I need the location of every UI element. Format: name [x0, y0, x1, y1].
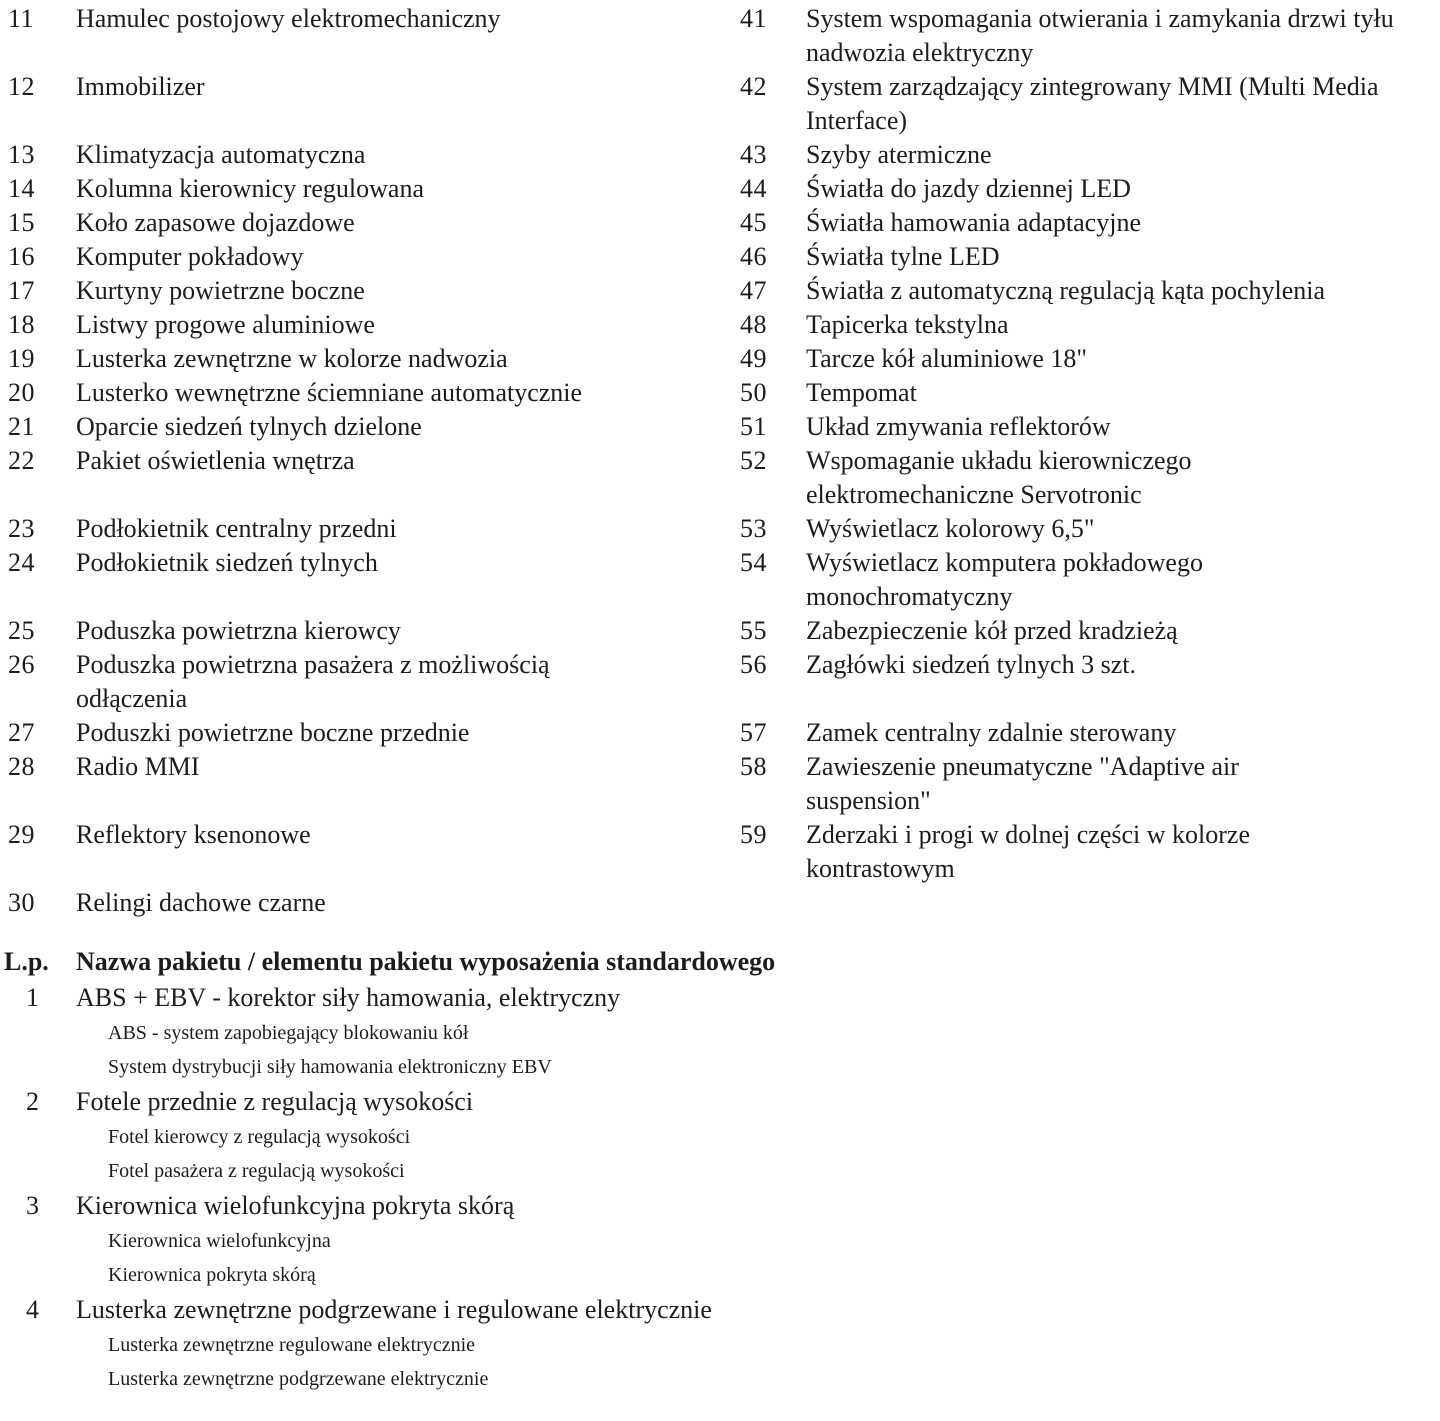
item-number: 46: [740, 242, 767, 271]
list-item: [8, 614, 728, 648]
item-text: Kolumna kierownicy regulowana: [76, 174, 425, 203]
item-number: 24: [8, 548, 35, 577]
package-name: ABS + EBV - korektor siły hamowania, elektryczny: [76, 983, 621, 1012]
list-item: [740, 138, 1435, 172]
package-number: 1: [26, 983, 39, 1012]
section-header: [4, 944, 1004, 980]
package-subitem: Lusterka zewnętrzne podgrzewane elektrycznie: [108, 1368, 489, 1390]
item-text: Koło zapasowe dojazdowe: [76, 208, 355, 237]
item-text: Światła hamowania adaptacyjne: [806, 208, 1141, 237]
item-text: Klimatyzacja automatyczna: [76, 140, 366, 169]
list-item: [8, 818, 728, 852]
item-text: Komputer pokładowy: [76, 242, 304, 271]
list-item: [740, 308, 1435, 342]
list-item: [8, 648, 648, 716]
item-text: Zamek centralny zdalnie sterowany: [806, 718, 1177, 747]
list-item: [740, 342, 1435, 376]
list-item: [8, 240, 728, 274]
package-subitem: System dystrybucji siły hamowania elektroniczny EBV: [108, 1056, 552, 1078]
package-number: 3: [26, 1191, 39, 1220]
item-text: Podłokietnik centralny przedni: [76, 514, 397, 543]
list-item: [8, 308, 728, 342]
item-number: 59: [740, 820, 767, 849]
item-number: 23: [8, 514, 35, 543]
item-number: 48: [740, 310, 767, 339]
item-number: 25: [8, 616, 35, 645]
list-item: [740, 70, 1435, 138]
item-text: Poduszka powietrzna kierowcy: [76, 616, 401, 645]
item-number: 42: [740, 72, 767, 101]
header-number-label: L.p.: [4, 947, 49, 976]
item-number: 53: [740, 514, 767, 543]
item-text: Światła z automatyczną regulacją kąta pochylenia: [806, 276, 1326, 305]
item-number: 45: [740, 208, 767, 237]
item-text: System zarządzający zintegrowany MMI (Multi Media Interface): [806, 72, 1379, 135]
item-text: Światła tylne LED: [806, 242, 1000, 271]
item-number: 20: [8, 378, 35, 407]
package-subitem: Kierownica wielofunkcyjna: [108, 1230, 331, 1252]
equipment-list-right: [740, 2, 1435, 886]
list-item: [740, 614, 1435, 648]
item-number: 57: [740, 718, 767, 747]
item-text: Hamulec postojowy elektromechaniczny: [76, 4, 501, 33]
list-item: [8, 70, 728, 104]
item-number: 52: [740, 446, 767, 475]
header-title: Nazwa pakietu / elementu pakietu wyposażenia standardowego: [76, 947, 776, 976]
list-item: [8, 138, 728, 172]
item-number: 27: [8, 718, 35, 747]
list-item: [740, 240, 1435, 274]
package-number: 4: [26, 1295, 39, 1324]
package-name: Kierownica wielofunkcyjna pokryta skórą: [76, 1191, 515, 1220]
package-row: [4, 1084, 1004, 1120]
list-item: [740, 648, 1435, 682]
item-text: Zawieszenie pneumatyczne "Adaptive air suspension": [806, 752, 1239, 815]
package-subitem: Fotel pasażera z regulacją wysokości: [108, 1160, 405, 1182]
item-number: 50: [740, 378, 767, 407]
item-number: 22: [8, 446, 35, 475]
item-text: Reflektory ksenonowe: [76, 820, 311, 849]
list-item: [8, 2, 728, 36]
item-number: 14: [8, 174, 35, 203]
equipment-list-left: [8, 2, 728, 920]
list-item: [740, 410, 1435, 444]
item-text: Relingi dachowe czarne: [76, 888, 326, 917]
list-item: [740, 274, 1435, 308]
item-text: Zderzaki i progi w dolnej części w kolorze kontrastowym: [806, 820, 1250, 883]
list-item: [8, 410, 728, 444]
list-item: [8, 444, 728, 478]
item-text: Podłokietnik siedzeń tylnych: [76, 548, 378, 577]
item-number: 54: [740, 548, 767, 577]
list-item: [740, 172, 1435, 206]
item-number: 49: [740, 344, 767, 373]
item-text: Poduszki powietrzne boczne przednie: [76, 718, 470, 747]
item-text: Światła do jazdy dziennej LED: [806, 174, 1131, 203]
item-text: Szyby atermiczne: [806, 140, 992, 169]
item-text: Wyświetlacz kolorowy 6,5": [806, 514, 1095, 543]
item-number: 18: [8, 310, 35, 339]
item-text: Lusterka zewnętrzne w kolorze nadwozia: [76, 344, 508, 373]
package-name: Lusterka zewnętrzne podgrzewane i regulowane elektrycznie: [76, 1295, 712, 1324]
item-number: 43: [740, 140, 767, 169]
item-number: 56: [740, 650, 767, 679]
item-number: 16: [8, 242, 35, 271]
package-name: Fotele przednie z regulacją wysokości: [76, 1087, 474, 1116]
item-number: 55: [740, 616, 767, 645]
item-number: 30: [8, 888, 35, 917]
package-subitem: Kierownica pokryta skórą: [108, 1264, 316, 1286]
list-item: [8, 512, 728, 546]
item-number: 29: [8, 820, 35, 849]
list-item: [8, 206, 728, 240]
item-number: 15: [8, 208, 35, 237]
list-item: [8, 546, 728, 580]
item-number: 44: [740, 174, 767, 203]
item-text: Pakiet oświetlenia wnętrza: [76, 446, 355, 475]
item-text: Układ zmywania reflektorów: [806, 412, 1111, 441]
item-text: Listwy progowe aluminiowe: [76, 310, 375, 339]
item-number: 19: [8, 344, 35, 373]
package-row: [4, 1188, 1004, 1224]
list-item: [8, 376, 728, 410]
item-text: Wspomaganie układu kierowniczego elektromechaniczne Servotronic: [806, 446, 1192, 509]
package-subitem: Fotel kierowcy z regulacją wysokości: [108, 1126, 411, 1148]
item-number: 13: [8, 140, 35, 169]
list-item: [8, 274, 728, 308]
standard-equipment-section: [4, 944, 1004, 1396]
list-item: [740, 206, 1435, 240]
item-number: 12: [8, 72, 35, 101]
list-item: [8, 716, 728, 750]
item-number: 26: [8, 650, 35, 679]
package-subitem: ABS - system zapobiegający blokowaniu kół: [108, 1022, 469, 1044]
item-number: 58: [740, 752, 767, 781]
item-text: Tempomat: [806, 378, 917, 407]
list-item: [8, 750, 728, 784]
list-item: [8, 886, 728, 920]
list-item: [740, 512, 1435, 546]
item-text: Immobilizer: [76, 72, 205, 101]
item-text: Tapicerka tekstylna: [806, 310, 1009, 339]
item-text: Zabezpieczenie kół przed kradzieżą: [806, 616, 1178, 645]
list-item: [740, 818, 1435, 886]
list-item: [8, 172, 728, 206]
item-text: Poduszka powietrzna pasażera z możliwością odłączenia: [76, 650, 550, 713]
item-number: 41: [740, 4, 767, 33]
item-number: 47: [740, 276, 767, 305]
item-text: Oparcie siedzeń tylnych dzielone: [76, 412, 422, 441]
list-item: [740, 2, 1435, 70]
item-text: Wyświetlacz komputera pokładowego monochromatyczny: [806, 548, 1203, 611]
list-item: [740, 716, 1435, 750]
list-item: [740, 750, 1435, 818]
item-text: Kurtyny powietrzne boczne: [76, 276, 365, 305]
item-number: 51: [740, 412, 767, 441]
package-row: [4, 1292, 1004, 1328]
item-number: 28: [8, 752, 35, 781]
item-text: Tarcze kół aluminiowe 18": [806, 344, 1087, 373]
item-number: 17: [8, 276, 35, 305]
item-number: 21: [8, 412, 35, 441]
list-item: [740, 444, 1435, 512]
item-number: 11: [8, 4, 35, 33]
item-text: System wspomagania otwierania i zamykania drzwi tyłu nadwozia elektryczny: [806, 4, 1394, 67]
package-row: [4, 980, 1004, 1016]
package-subitem: Lusterka zewnętrzne regulowane elektrycznie: [108, 1334, 476, 1356]
item-text: Radio MMI: [76, 752, 200, 781]
package-number: 2: [26, 1087, 39, 1116]
list-item: [740, 376, 1435, 410]
item-text: Zagłówki siedzeń tylnych 3 szt.: [806, 650, 1136, 679]
item-text: Lusterko wewnętrzne ściemniane automatycznie: [76, 378, 583, 407]
list-item: [8, 342, 728, 376]
list-item: [740, 546, 1435, 614]
